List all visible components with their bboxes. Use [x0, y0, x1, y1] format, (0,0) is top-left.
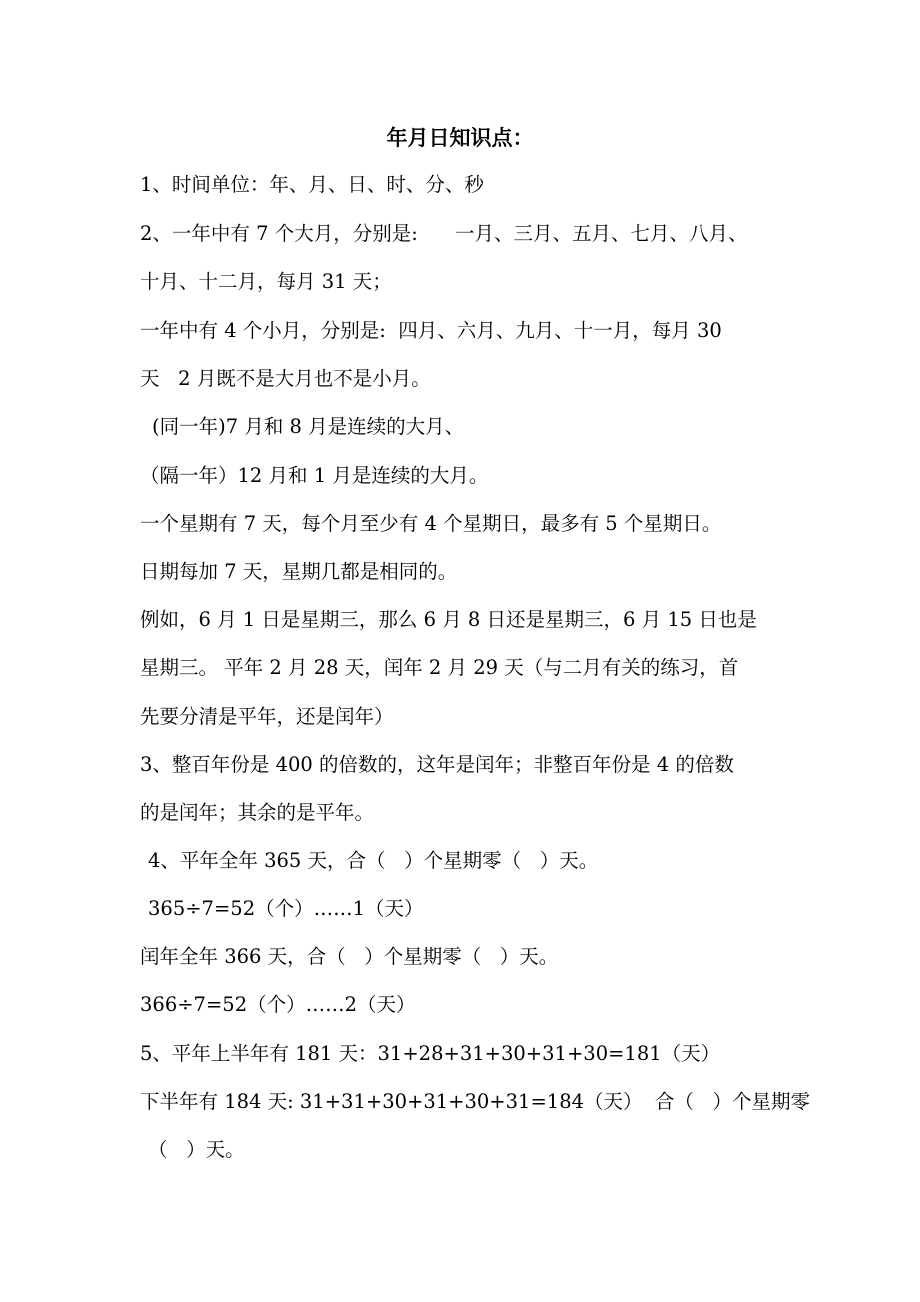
text-line: 闰年全年 366 天，合（ ）个星期零（ ）天。 — [140, 945, 559, 968]
text-line: 天 2 月既不是大月也不是小月。 — [140, 367, 431, 390]
text-line: 先要分清是平年，还是闰年） — [140, 705, 394, 728]
document-title: 年月日知识点： — [386, 126, 534, 150]
text-line: 1、时间单位：年、月、日、时、分、秒 — [140, 173, 484, 196]
text-line: 一个星期有 7 天，每个月至少有 4 个星期日，最多有 5 个星期日。 — [140, 512, 722, 535]
text-line: （隔一年）12 月和 1 月是连续的大月。 — [140, 464, 489, 487]
text-line: 3、整百年份是 400 的倍数的，这年是闰年；非整百年份是 4 的倍数 — [140, 753, 734, 776]
text-line: 一年中有 4 个小月，分别是: 四月、六月、九月、十一月，每月 30 — [140, 319, 722, 342]
text-line: 365÷7=52（个）……1（天） — [148, 897, 424, 920]
text-line: 下半年有 184 天: 31+31+30+31+30+31=184（天） 合（ ）个星期零 — [140, 1090, 811, 1113]
text-line: (同一年)7 月和 8 月是连续的大月、 — [152, 415, 465, 438]
text-line: 日期每加 7 天，星期几都是相同的。 — [140, 560, 458, 583]
text-line: （ ）天。 — [148, 1138, 245, 1161]
text-line: 的是闰年；其余的是平年。 — [140, 801, 375, 824]
text-line: 星期三。 平年 2 月 28 天，闰年 2 月 29 天（与二月有关的练习，首 — [140, 656, 739, 679]
text-line: 例如，6 月 1 日是星期三，那么 6 月 8 日还是星期三，6 月 15 日也是 — [140, 608, 757, 631]
text-line: 2、一年中有 7 个大月，分别是: 一月、三月、五月、七月、八月、 — [140, 222, 748, 245]
text-line: 5、平年上半年有 181 天：31+28+31+30+31+30=181（天） — [140, 1042, 721, 1065]
text-line: 十月、十二月，每月 31 天； — [140, 270, 392, 293]
text-line: 4、平年全年 365 天，合（ ）个星期零（ ）天。 — [148, 849, 599, 872]
text-line: 366÷7=52（个）……2（天） — [140, 993, 416, 1016]
